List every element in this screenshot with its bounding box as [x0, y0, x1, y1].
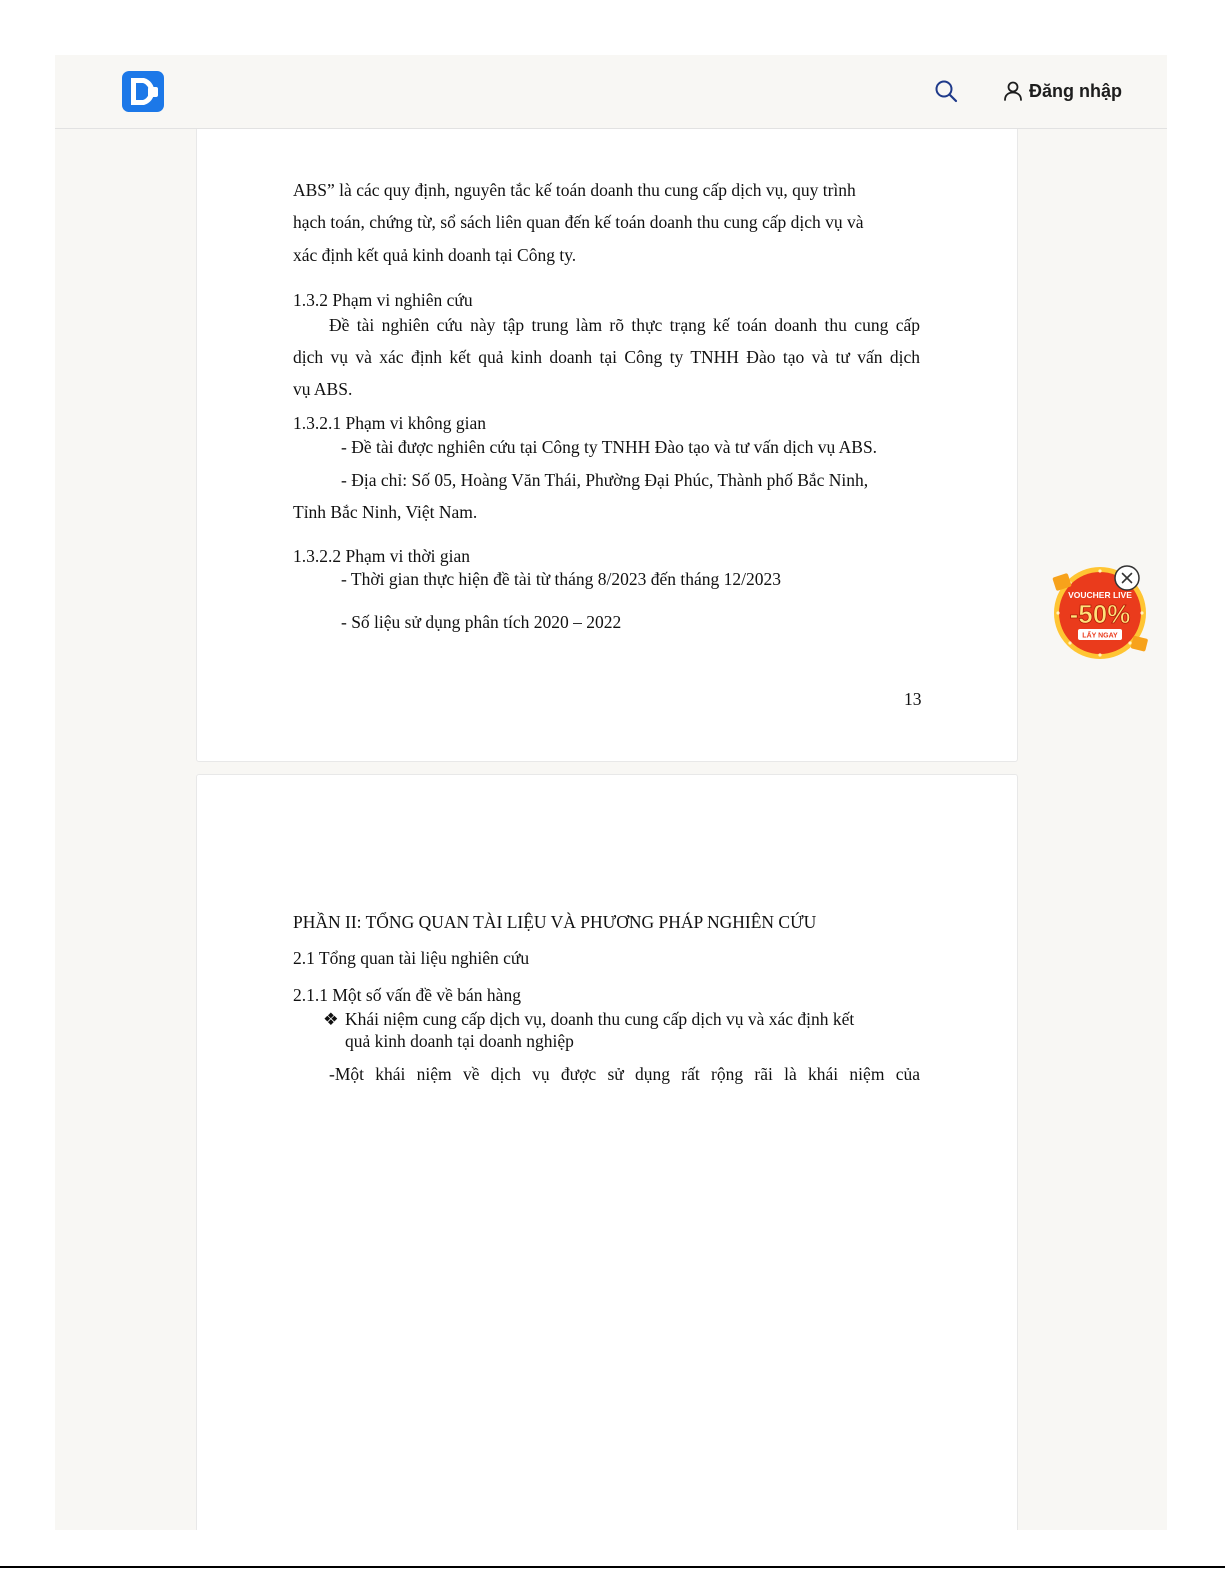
app-viewport [55, 55, 1167, 1530]
body-text-line: vụ ABS. [293, 379, 353, 399]
list-item: - Thời gian thực hiện đề tài từ tháng 8/2023 đến tháng 12/2023 [341, 569, 782, 589]
chapter-heading: PHẦN II: TỔNG QUAN TÀI LIỆU VÀ PHƯƠNG PHÁP NGHIÊN CỨU [293, 912, 817, 932]
body-text-line: hạch toán, chứng từ, sổ sách liên quan đến kế toán doanh thu cung cấp dịch vụ và [293, 212, 864, 232]
site-logo[interactable] [122, 71, 164, 112]
close-icon[interactable] [1114, 565, 1140, 591]
document-viewer[interactable] [69, 128, 1143, 1530]
login-button[interactable] [1003, 77, 1122, 105]
bullet-text-line: Khái niệm cung cấp dịch vụ, doanh thu cung cấp dịch vụ và xác định kết [345, 1009, 855, 1029]
body-text-line: xác định kết quả kinh doanh tại Công ty. [293, 245, 577, 265]
bullet-icon: ❖ [323, 1009, 339, 1029]
bullet-text-line: quả kinh doanh tại doanh nghiệp [345, 1031, 574, 1051]
body-text-line: -Một khái niệm về dịch vụ được sử dụng rất rộng rãi là khái niệm của [329, 1064, 920, 1084]
voucher-discount: -50% [1069, 599, 1131, 629]
user-icon [1003, 80, 1023, 102]
body-text-line: dịch vụ và xác định kết quả kinh doanh tại Công ty TNHH Đào tạo và tư vấn dịch [293, 347, 920, 367]
subsection-heading: 1.3.2.2 Phạm vi thời gian [293, 546, 470, 566]
list-item: - Địa chỉ: Số 05, Hoàng Văn Thái, Phường Đại Phúc, Thành phố Bắc Ninh, [341, 470, 869, 490]
top-header [55, 55, 1167, 129]
body-text-line: ABS” là các quy định, nguyên tắc kế toán doanh thu cung cấp dịch vụ, quy trình [293, 180, 856, 200]
section-heading: 2.1 Tổng quan tài liệu nghiên cứu [293, 948, 530, 968]
subsection-heading: 1.3.2.1 Phạm vi không gian [293, 413, 486, 433]
document-page-14 [196, 774, 1018, 1530]
voucher-title: VOUCHER LIVE [1068, 590, 1132, 600]
document-page-13 [196, 108, 1018, 762]
section-heading: 1.3.2 Phạm vi nghiên cứu [293, 290, 473, 310]
subsection-heading: 2.1.1 Một số vấn đề về bán hàng [293, 985, 521, 1005]
search-icon[interactable] [933, 78, 959, 104]
bottom-divider [0, 1566, 1225, 1568]
login-label: Đăng nhập [1029, 80, 1122, 101]
list-item: - Số liệu sử dụng phân tích 2020 – 2022 [341, 612, 622, 632]
list-item: - Đề tài được nghiên cứu tại Công ty TNHH Đào tạo và tư vấn dịch vụ ABS. [341, 437, 878, 457]
body-text-line: Tỉnh Bắc Ninh, Việt Nam. [293, 502, 478, 522]
body-text-line: Đề tài nghiên cứu này tập trung làm rõ thực trạng kế toán doanh thu cung cấp [329, 315, 920, 335]
page-number: 13 [904, 689, 922, 709]
voucher-cta: LẤY NGAY [1082, 632, 1118, 640]
